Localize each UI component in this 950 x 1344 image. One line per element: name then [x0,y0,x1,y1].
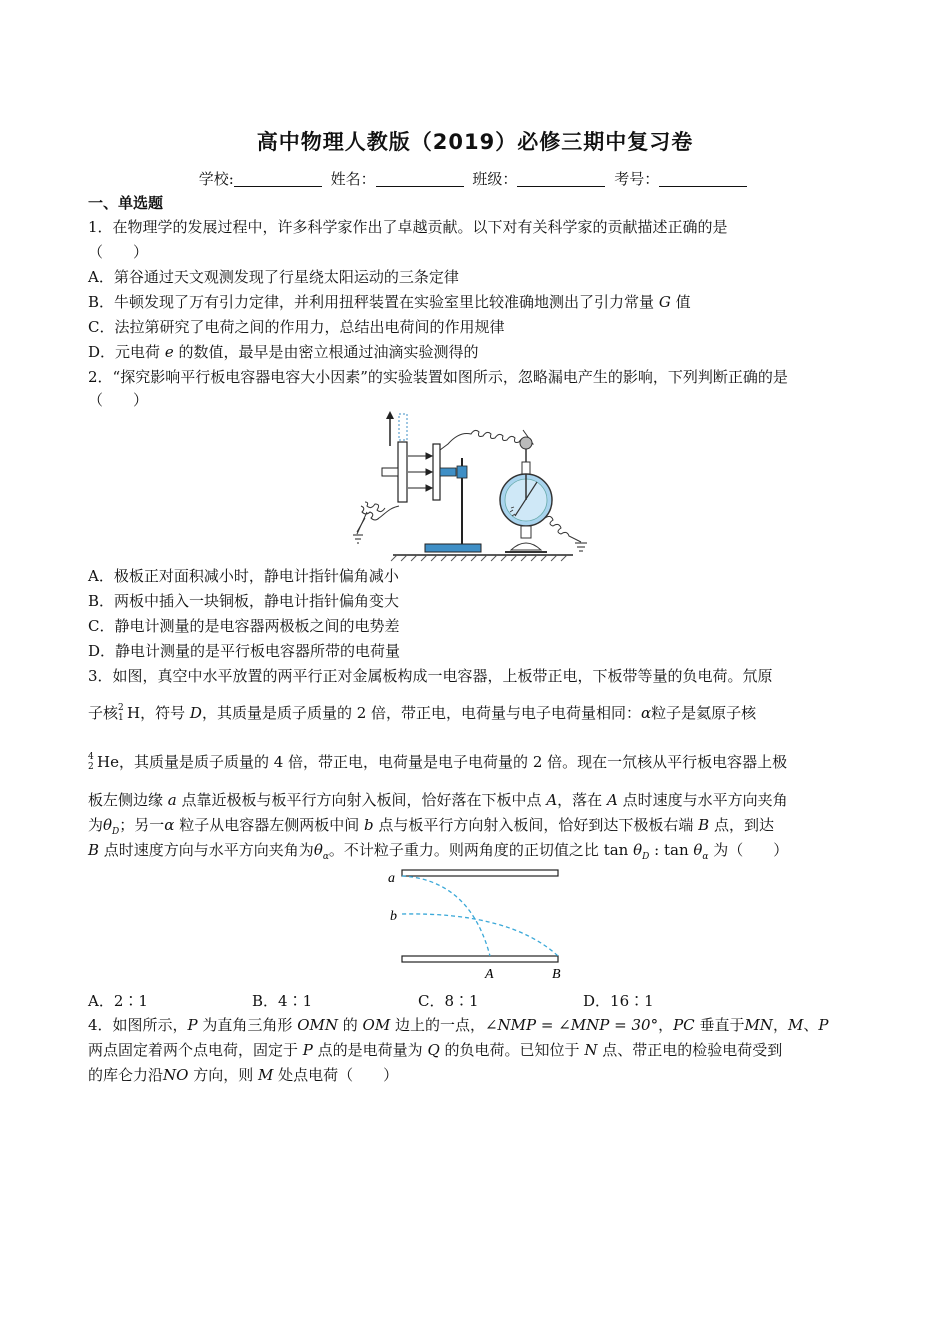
q3-line4 [88,790,788,810]
q4-line3-text: 的库仑力沿 [88,1066,164,1084]
q3-alpha-2: α [164,816,175,834]
q4-var-pc: PC [673,1016,695,1034]
capacitor-apparatus-figure [345,408,605,563]
q1-option-d-text: D．元电荷 [88,343,161,361]
q3-var-B2: B [88,841,100,859]
q4-line1-mid6: ， [772,1016,788,1034]
name-blank[interactable] [376,172,464,187]
school-blank[interactable] [234,172,322,187]
deuterium-nuclide [118,704,127,724]
q4-var-mn: MN [744,1016,773,1034]
q3-sub-d-2: D [642,852,650,862]
q1-option-b-text: B．牛顿发现了万有引力定律，并利用扭秤装置在实验室里比较准确地测出了引力常量 [88,293,655,311]
q3-theta-a: θ [313,841,323,859]
q3-line4-mid2: ，落在 [557,791,603,809]
q4-line2 [88,1040,782,1060]
q4-line3-mid: 方向，则 [188,1066,254,1084]
q4-var-om: OM [362,1016,391,1034]
q2-option-c[interactable]: C．静电计测量的是电容器两极板之间的电势差 [88,617,400,635]
parallel-plate-trajectory-figure [380,862,580,984]
q4-var-p2: P [818,1016,829,1034]
q4-line2-mid2: 的负电荷。已知位于 [439,1041,580,1059]
q2-stem: 2．“探究影响平行板电容器电容大小因素”的实验装置如图所示，忽略漏电产生的影响，下列判断正确的是 [88,368,788,386]
label-B: B [552,967,561,982]
page-title: 高中物理人教版（2019）必修三期中复习卷 [256,130,694,154]
q4-line1-mid4: ， [658,1016,674,1034]
q4-line1-mid: 为直角三角形 [197,1016,293,1034]
h-mass-number: 2 [118,703,124,713]
q3-line5-mid: ；另一 [119,816,165,834]
q3-theta-d: θ [103,816,113,834]
q3-line4-mid: 点靠近极板与板平行方向射入板间，恰好落在下板中点 [176,791,542,809]
q3-line3 [88,752,787,773]
q3-line2-mid: ，符号 [140,704,186,722]
q3-line6-mid2: 。不计粒子重力。则两角度的正切值之比 [328,841,604,859]
q4-angle-equation: ∠NMP = ∠MNP = 30° [484,1016,659,1034]
q3-line5 [88,815,774,842]
q3-line5-post: 点，到达 [709,816,774,834]
q4-line3 [88,1065,398,1085]
q3-line5-mid2: 粒子从电容器左侧两板中间 [174,816,360,834]
section-title: 一、单选题 [88,194,164,212]
h-atomic-number: 1 [118,713,124,723]
q2-option-b[interactable]: B．两板中插入一块铜板，静电计指针偏角变大 [88,592,400,610]
q3-sub-alpha: α [322,852,329,862]
school-label: 学校: [198,170,234,188]
q3-var-d: D [189,704,202,722]
q3-tan-2: tan [663,841,689,859]
q1-option-b[interactable] [88,292,691,312]
q3-option-c[interactable]: C．8∶1 [418,992,479,1010]
q4-line2-text: 两点固定着两个点电荷，固定于 [88,1041,299,1059]
q4-line2-mid: 点的是电荷量为 [312,1041,423,1059]
q3-line4-post: 点时速度与水平方向夹角 [617,791,788,809]
q4-var-q: Q [427,1041,440,1059]
he-mass-number: 4 [88,752,94,762]
label-b: b [390,909,397,924]
q3-var-A: A [546,791,558,809]
q3-line2-post: ，其质量是质子质量的 2 倍，带正电，电荷量与电子电荷量相同： [201,704,642,722]
q2-option-a[interactable]: A．极板正对面积减小时，静电计指针偏角减小 [88,567,399,585]
h-symbol: H [127,704,141,722]
q3-colon: : [649,841,664,859]
q4-line1 [88,1015,828,1035]
q1-stem: 1．在物理学的发展过程中，许多科学家作出了卓越贡献。以下对有关科学家的贡献描述正确的是 [88,218,728,236]
q3-line6-text: 点时速度方向与水平方向夹角为 [99,841,314,859]
q1-option-b-end: 值 [670,293,691,311]
q3-tan-1: tan [603,841,629,859]
q4-line1-text: 4．如图所示， [88,1016,188,1034]
label-a: a [388,871,395,886]
q4-var-n: N [584,1041,598,1059]
q3-line5-mid3: 点与板平行方向射入板间，恰好到达下极板右端 [373,816,694,834]
q4-line3-post: 处点电荷（ ） [273,1066,399,1084]
q4-var-m2: M [258,1066,274,1084]
q2-paren: （ ） [88,391,149,409]
q4-var-no: NO [163,1066,189,1084]
q3-line6-post: 为（ ） [708,841,789,859]
class-label: 班级： [472,170,518,188]
q1-option-c[interactable]: C．法拉第研究了电荷之间的作用力，总结出电荷间的作用规律 [88,318,505,336]
q3-line4-text: 板左侧边缘 [88,791,164,809]
q4-var-m: M [787,1016,804,1034]
q3-var-A2: A [606,791,618,809]
q4-var-p: P [187,1016,198,1034]
q3-var-B: B [698,816,710,834]
q3-alpha: α [641,704,652,722]
q3-line3-text: ，其质量是质子质量的 4 倍，带正电，电荷量是电子电荷量的 2 倍。现在一氘核从平行板电容器上极 [118,753,788,771]
q3-option-d[interactable]: D．16∶1 [583,992,654,1010]
number-blank[interactable] [659,172,747,187]
q3-option-b[interactable]: B．4∶1 [252,992,313,1010]
q1-var-e: e [164,343,174,361]
q4-var-p3: P [302,1041,313,1059]
q3-line2 [88,703,756,724]
q3-sub-alpha-2: α [702,852,709,862]
q3-option-a[interactable]: A．2∶1 [88,992,148,1010]
q4-line1-mid3: 边上的一点， [390,1016,485,1034]
he-symbol: He [97,753,119,771]
q3-theta-d-2: θ [633,841,643,859]
number-label: 考号： [614,170,660,188]
label-A: A [485,967,494,982]
he-atomic-number: 2 [88,762,94,772]
student-info-line [0,168,950,189]
q3-theta-a-2: θ [693,841,703,859]
q4-line1-mid2: 的 [337,1016,358,1034]
q3-var-b: b [363,816,374,834]
q3-var-a: a [167,791,177,809]
q3-line1: 3．如图，真空中水平放置的两平行正对金属板构成一电容器，上板带正电，下板带等量的负电荷。氘原 [88,667,773,685]
helium-nuclide [88,753,97,773]
q4-line1-end: 、 [803,1016,819,1034]
name-label: 姓名： [330,170,376,188]
alpha-trajectory [402,914,558,956]
q1-option-d[interactable] [88,342,478,362]
q4-line1-mid5: 垂直于 [694,1016,745,1034]
q3-line5-text: 为 [88,816,104,834]
q4-line2-post: 点、带正电的检验电荷受到 [597,1041,783,1059]
deuteron-trajectory [402,876,490,956]
q1-paren: （ ） [88,243,149,261]
q1-option-a[interactable]: A．第谷通过天文观测发现了行星绕太阳运动的三条定律 [88,268,459,286]
class-blank[interactable] [517,172,605,187]
q1-option-d-end: 的数值，最早是由密立根通过油滴实验测得的 [173,343,479,361]
q2-option-d[interactable]: D．静电计测量的是平行板电容器所带的电荷量 [88,642,401,660]
q1-var-g: G [658,293,671,311]
q3-line2-text: 子核 [88,704,119,722]
q3-sub-d: D [112,827,120,837]
q3-line2-end: 粒子是氦原子核 [651,704,757,722]
q4-var-omn: OMN [297,1016,338,1034]
